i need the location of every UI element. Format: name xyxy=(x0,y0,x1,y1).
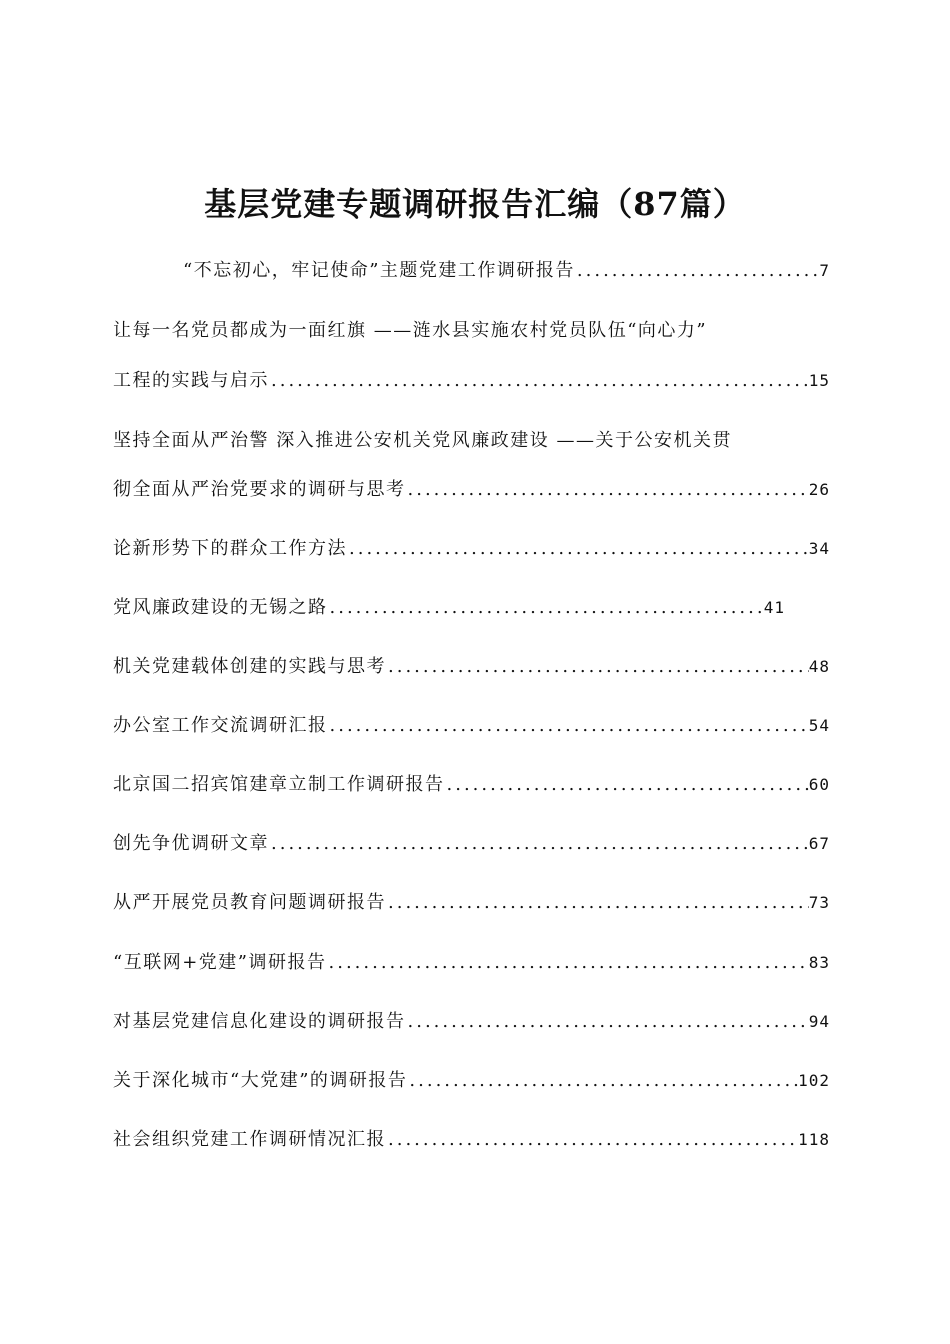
toc-leader-dots xyxy=(445,770,809,800)
toc-leader-dots xyxy=(406,475,809,505)
toc-entry[interactable] xyxy=(113,256,830,286)
toc-entry-title: 机关党建载体创建的实践与思考 xyxy=(113,656,386,677)
toc-page-number: 118 xyxy=(798,1130,830,1149)
toc-entry-title: 北京国二招宾馆建章立制工作调研报告 xyxy=(113,774,445,795)
toc-entry-line1[interactable] xyxy=(113,316,830,346)
toc-entry[interactable] xyxy=(113,652,830,682)
toc-entry[interactable] xyxy=(113,948,830,978)
toc-page-number: 34 xyxy=(808,539,830,558)
toc-entry-title: 创先争优调研文章 xyxy=(113,833,269,854)
toc-leader-dots xyxy=(327,948,809,978)
toc-entry[interactable] xyxy=(113,711,830,741)
toc-page-number: 7 xyxy=(819,261,830,280)
toc-entry-title-line1: 让每一名党员都成为一面红旗 ——涟水县实施农村党员队伍“向心力” xyxy=(113,320,708,341)
toc-page-number: 73 xyxy=(808,893,830,912)
toc-entry-title: 从严开展党员教育问题调研报告 xyxy=(113,892,386,913)
toc-page-number: 15 xyxy=(808,371,830,390)
toc-entry-title: 工程的实践与启示 xyxy=(113,370,269,391)
toc-entry[interactable] xyxy=(113,534,830,564)
toc-leader-dots xyxy=(575,256,819,286)
toc-leader-dots xyxy=(386,652,809,682)
toc-page-number: 83 xyxy=(808,953,830,972)
toc-page-number: 67 xyxy=(808,834,830,853)
toc-leader-dots xyxy=(269,829,809,859)
toc-leader-dots xyxy=(406,1007,809,1037)
toc-entry-title: 社会组织党建工作调研情况汇报 xyxy=(113,1129,386,1150)
toc-entry-title: 关于深化城市“大党建”的调研报告 xyxy=(113,1070,408,1091)
toc-page-number: 41 xyxy=(763,598,785,617)
toc-entry-title: 党风廉政建设的无锡之路 xyxy=(113,597,328,618)
toc-page-number: 60 xyxy=(808,775,830,794)
toc-entry-title: “不忘初心，牢记使命”主题党建工作调研报告 xyxy=(183,260,575,281)
toc-entry-title: 办公室工作交流调研汇报 xyxy=(113,715,328,736)
toc-entry[interactable] xyxy=(113,475,830,505)
toc-leader-dots xyxy=(328,711,809,741)
toc-leader-dots xyxy=(386,1125,798,1155)
toc-page-number: 54 xyxy=(808,716,830,735)
toc-entry[interactable] xyxy=(113,1066,830,1096)
toc-entry[interactable] xyxy=(113,1125,830,1155)
toc-leader-dots xyxy=(347,534,809,564)
toc-entry[interactable] xyxy=(113,770,830,800)
toc-entry[interactable] xyxy=(113,366,830,396)
toc-leader-dots xyxy=(269,366,809,396)
toc-leader-dots xyxy=(328,593,764,623)
toc-leader-dots xyxy=(407,1066,798,1096)
toc-entry-title: 论新形势下的群众工作方法 xyxy=(113,538,347,559)
toc-page-number: 102 xyxy=(798,1071,830,1090)
toc-entry-title-line1: 坚持全面从严治警 深入推进公安机关党风廉政建设 ——关于公安机关贯 xyxy=(113,430,732,451)
toc-page-number: 48 xyxy=(808,657,830,676)
toc-entry-title: 对基层党建信息化建设的调研报告 xyxy=(113,1011,406,1032)
toc-entry[interactable] xyxy=(113,1007,830,1037)
toc-leader-dots xyxy=(386,888,809,918)
toc-entry[interactable] xyxy=(113,593,785,623)
toc-entry[interactable] xyxy=(113,888,830,918)
toc-page-number: 26 xyxy=(808,480,830,499)
toc-entry-line1[interactable] xyxy=(113,426,830,456)
toc-entry[interactable] xyxy=(113,829,830,859)
toc-entry-title: 彻全面从严治党要求的调研与思考 xyxy=(113,479,406,500)
document-title: 基层党建专题调研报告汇编（87篇） xyxy=(204,185,746,223)
toc-entry-title: “互联网+党建”调研报告 xyxy=(113,952,327,973)
toc-page-number: 94 xyxy=(808,1012,830,1031)
